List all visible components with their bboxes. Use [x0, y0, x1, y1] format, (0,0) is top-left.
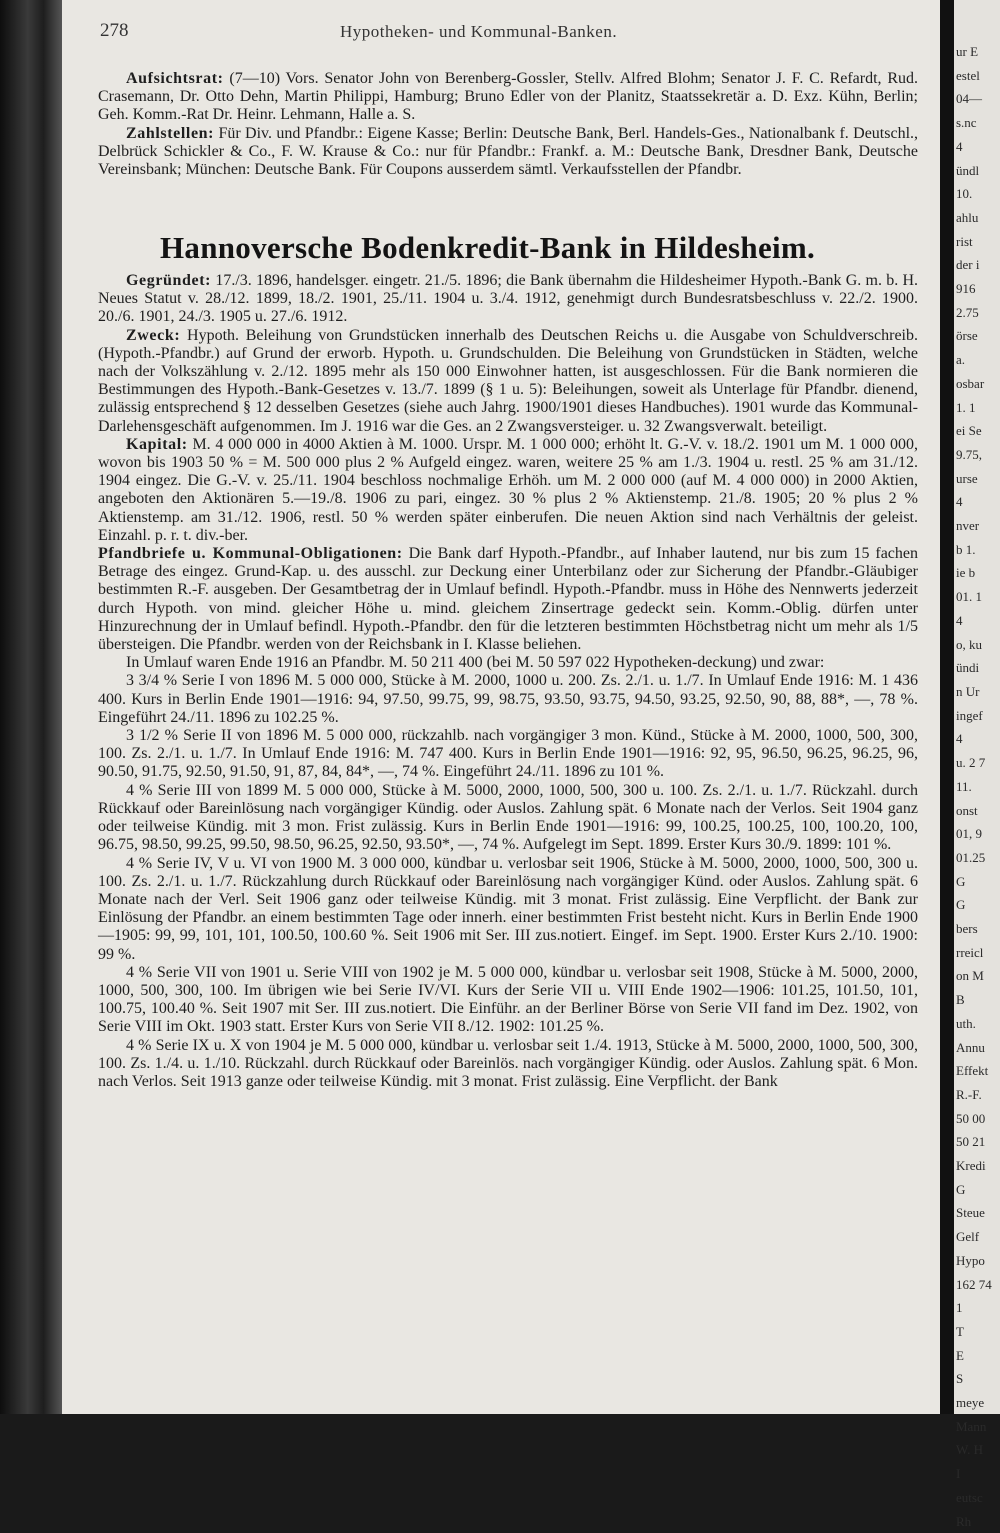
- adjacent-page-fragment: bers: [956, 921, 978, 937]
- adjacent-page-fragment: a.: [956, 352, 966, 368]
- adjacent-page-fragment: onst: [956, 802, 978, 818]
- adjacent-page-fragment: 10.: [956, 186, 973, 202]
- adjacent-page-fragment: B: [956, 992, 965, 1008]
- adjacent-page-fragment: E: [956, 1347, 964, 1363]
- adjacent-page-fragment: 9.75,: [956, 446, 982, 462]
- series-paragraph-6: 4 % Serie IX u. X von 1904 je M. 5 000 000, kündbar u. verlosbar seit 1./4. 1913, Stücke à M. 5000, 2000, 1000, 500, 300, 100. Zs. 1./4. u. 1./10. Rückzahl. durch Rückkauf oder Bareinlös. nach vorgängiger Kündig. oder Auslos. Zahlung spät. 6 Mon. nach Verlos. Seit 1913 ganze oder teilweise Kündig. mit 3 monat. Frist zulässig. Eine Verpflicht. der Bank: [98, 1036, 918, 1090]
- adjacent-page-fragment: Mann: [956, 1418, 987, 1434]
- adjacent-page-fragment: ündi: [956, 660, 980, 676]
- adjacent-page-fragment: der i: [956, 257, 980, 273]
- page-header: [100, 20, 880, 50]
- adjacent-page-fragment: 50 00: [956, 1110, 986, 1126]
- adjacent-page-fragment: Annu: [956, 1039, 985, 1055]
- adjacent-page-fragment: 4: [956, 494, 963, 510]
- zweck-paragraph: [98, 327, 918, 436]
- zahlstellen-text: Für Div. und Pfandbr.: Eigene Kasse; Berlin: Deutsche Bank, Berl. Handels-Ges., Nationalbank f. Deutschl., Delbrück Schickler & Co., F. W. Krause & Co.: nur für Pfandbr.: Frankf. a. M.: Deutsche Bank, Dresdner Bank, Deutsche Vereinsbank; München: Deutsche Bank. Für Coupons ausserdem sämtl. Verkaufsstellen der Pfandbr.: [98, 124, 919, 179]
- adjacent-page-fragments: [954, 40, 992, 1533]
- adjacent-page-fragment: ündl: [956, 162, 980, 178]
- adjacent-page-fragment: 01.25: [956, 849, 986, 865]
- binding-shadow: [940, 0, 954, 1414]
- zweck-label: Zweck:: [126, 326, 181, 344]
- adjacent-page-fragment: estel: [956, 67, 980, 83]
- adjacent-page-fragment: Steue: [956, 1205, 985, 1221]
- adjacent-page-fragment: on M: [956, 968, 984, 984]
- adjacent-page-fragment: ei Se: [956, 423, 982, 439]
- adjacent-page-fragment: S: [956, 1371, 964, 1387]
- adjacent-page-fragment: G: [956, 1181, 966, 1197]
- adjacent-page-fragment: 4: [956, 731, 963, 747]
- adjacent-page-fragment: ingef: [956, 707, 983, 723]
- adjacent-page-fragment: I: [956, 1466, 961, 1482]
- adjacent-page-fragment: 1. 1: [956, 399, 976, 415]
- page-number: 278: [100, 20, 129, 41]
- series-paragraph-2: 3 1/2 % Serie II von 1896 M. 5 000 000, rückzahlb. nach vorgängiger 3 mon. Künd., Stücke à M. 2000, 1000, 500, 300, 100. Zs. 2./1. u. 1./7. In Umlauf Ende 1916: M. 747 400. Kurs in Berlin Ende 1901—1916: 92, 95, 96.50, 96.25, 96.25, 96, 90.50, 91.75, 92.50, 91.50, 91, 87, 84, 84*, —, 74 %. Eingeführt 24./11. 1896 zu 101 %.: [98, 727, 918, 781]
- pfandbriefe-text: Die Bank darf Hypoth.-Pfandbr., auf Inhaber lautend, nur bis zum 15 fachen Betrage des eingez. Grund-Kap. u. des ausschl. zur Deckung einer Unterbilanz oder zur Sicherung der Pfandbr.-Gläubiger bestimmten R.-F. ausgeben. Der Gesamtbetrag der in Umlauf befindl. Hypoth.-Pfandbr. muss in Höhe des Nennwerts jederzeit durch Hypoth. von mind. gleicher Höhe u. mind. gleichem Zinsertrage gedeckt sein. Komm.-Oblig. dürfen unter Hinzurechnung der in Umlauf befindl. Hypoth.-Pfandbr. den für die letzteren bestimmten Höchstbetrag nicht um mehr als 1/5 übersteigen. Die Pfandbr. werden von der Reichsbank in I. Klasse beliehen.: [98, 545, 919, 654]
- gegruendet-label: Gegründet:: [126, 272, 212, 289]
- adjacent-page-fragment: Effekt: [956, 1063, 989, 1079]
- kapital-label: Kapital:: [126, 435, 188, 453]
- adjacent-page-fragment: rreicl: [956, 944, 984, 960]
- adjacent-page-fragment: 162 74: [956, 1276, 992, 1292]
- pfandbriefe-label: Pfandbriefe u. Kommunal-Obligationen:: [98, 545, 403, 563]
- adjacent-page-fragment: 04—: [956, 91, 982, 107]
- adjacent-page-edge: [954, 0, 1000, 1529]
- adjacent-page-fragment: 01. 1: [956, 589, 982, 605]
- series-paragraph-5: 4 % Serie VII von 1901 u. Serie VIII von 1902 je M. 5 000 000, kündbar u. verlosbar seit 1908, Stücke à M. 5000, 2000, 1000, 500, 300, 100. Im übrigen wie bei Serie IV/VI. Kurs der Serie VII u. VIII Ende 1902—1906: 101.25, 101.50, 101, 100.75, 100.40 %. Seit 1907 mit Ser. III zus.notiert. Die Einführ. an der Berliner Börse von Serie VII fand im Dez. 1902, von Serie VIII im Okt. 1903 statt. Erster Kurs von Serie VII 8./12. 1902: 101.25 %.: [98, 963, 918, 1036]
- entry-title: Hannoversche Bodenkredit-Bank in Hildesheim.: [160, 230, 816, 265]
- adjacent-page-fragment: W. H: [956, 1442, 983, 1458]
- adjacent-page-fragment: T: [956, 1323, 964, 1339]
- adjacent-page-fragment: 916: [956, 281, 976, 297]
- adjacent-page-fragment: Kredi: [956, 1158, 986, 1174]
- gegruendet-text: 17./3. 1896, handelsger. eingetr. 21./5. 1896; die Bank übernahm die Hildesheimer Hypoth.-Bank G. m. b. H. Neues Statut v. 28./12. 1899, 18./2. 1901, 25./11. 1904 u. 3./4. 1912, genehmigt durch Bundesratsbeschluss v. 22./2. 1900. 20./6. 1901, 24./3. 1905 u. 27./6. 1912.: [98, 272, 918, 326]
- adjacent-page-fragment: G: [956, 873, 966, 889]
- series-paragraph-4: 4 % Serie IV, V u. VI von 1900 M. 3 000 000, kündbar u. verlosbar seit 1906, Stücke à M. 5000, 2000, 1000, 500, 300 u. 100. Zs. 2./1. u. 1./7. Rückzahlung durch Rückkauf oder Bareinlösung nach vorgängiger Künd. oder Auslos. Zahlung spät. 6 Monate nach der Verl. Seit 1906 ganz oder teilweise Kündig. mit 3 monat. Frist zulässig. Eine Verpflicht. der Bank zur Einlösung der Pfandbr. an einem bestimmten Tage oder innerh. einer bestimmten Frist besteht nicht. Kurs in Berlin Ende 1900—1905: 99, 99, 101, 101, 100.50, 100.60 %. Seit 1906 mit Ser. III zus.notiert. Eingef. im Sept. 1900. Erster Kurs 2./10. 1900: 99 %.: [98, 854, 918, 963]
- umlauf-paragraph: In Umlauf waren Ende 1916 an Pfandbr. M. 50 211 400 (bei M. 50 597 022 Hypotheken-deckung) und zwar:: [126, 654, 825, 672]
- adjacent-page-fragment: Gelf: [956, 1229, 980, 1245]
- adjacent-page-fragment: ur E: [956, 44, 979, 59]
- adjacent-page-fragment: Hypo: [956, 1252, 985, 1268]
- adjacent-page-fragment: rist: [956, 233, 973, 249]
- aufsichtsrat-text: (7—10) Vors. Senator John von Berenberg-Gossler, Stellv. Alfred Blohm; Senator J. F. C. Refardt, Rud. Crasemann, Dr. Otto Dehn, Martin Philippi, Hamburg; Bruno Edler von der Planitz, Staatssekretär a. D. Exz. Kühn, Berlin; Geh. Komm.-Rat Dr. Heinr. Lehmann, Halle a. S.: [98, 70, 919, 124]
- adjacent-page-fragment: nver: [956, 518, 980, 534]
- adjacent-page-fragment: G: [956, 897, 966, 913]
- zahlstellen-label: Zahlstellen:: [126, 124, 215, 142]
- adjacent-page-fragment: Rh: [956, 1513, 972, 1529]
- adjacent-page-fragment: ahlu: [956, 209, 979, 225]
- adjacent-page-fragment: s.nc: [956, 115, 977, 131]
- running-title: Hypotheken- und Kommunal-Banken.: [340, 22, 618, 41]
- adjacent-page-fragment: n Ur: [956, 683, 980, 699]
- adjacent-page-fragment: örse: [956, 328, 978, 344]
- previous-entry: [98, 70, 918, 179]
- adjacent-page-fragment: 1: [956, 1300, 963, 1316]
- pfandbriefe-paragraph: [98, 545, 918, 654]
- adjacent-page-fragment: 2.75: [956, 304, 979, 320]
- adjacent-page-fragment: o, ku: [956, 636, 982, 652]
- kapital-paragraph: [98, 436, 918, 545]
- adjacent-page-fragment: ie b: [956, 565, 976, 581]
- adjacent-page-fragment: 01, 9: [956, 826, 982, 842]
- series-paragraph-1: 3 3/4 % Serie I von 1896 M. 5 000 000, Stücke à M. 2000, 1000 u. 200. Zs. 2./1. u. 1./7. In Umlauf Ende 1916: M. 1 436 400. Kurs in Berlin Ende 1901—1916: 94, 97.50, 99.75, 99, 98.75, 93.50, 93.75, 94.50, 93.25, 92.50, 90, 88, 88*, —, 78 %. Eingeführt 24./11. 1896 zu 102.25 %.: [98, 672, 918, 726]
- adjacent-page-fragment: eutsc: [956, 1489, 983, 1505]
- adjacent-page-fragment: R.-F.: [956, 1086, 982, 1102]
- adjacent-page-fragment: 4: [956, 612, 963, 628]
- series-paragraph-3: 4 % Serie III von 1899 M. 5 000 000, Stücke à M. 5000, 2000, 1000, 500, 300 u. 100. Zs. 2./1. u. 1./7. Rückzahl. durch Rückkauf oder Bareinlösung nach vorgängiger Kündig. oder Auslos. Zahlung spät. 6 Monate nach der Verlos. Seit 1904 ganz oder teilweise Kündig. mit 3 mon. Frist zulässig. Kurs in Berlin Ende 1901—1916: 99, 100.25, 100.25, 100, 100.20, 100, 96.75, 98.50, 99.25, 99.50, 98.50, 96.25, 92.50, 93.50*, —, 74 %. Aufgelegt im Sept. 1899. Erster Kurs 30./9. 1899: 101 %.: [98, 781, 918, 854]
- bank-entry-body: [98, 272, 918, 1091]
- adjacent-page-fragment: osbar: [956, 375, 985, 391]
- adjacent-page-fragment: 11.: [956, 778, 972, 794]
- adjacent-page-fragment: b 1.: [956, 541, 976, 557]
- adjacent-page-fragment: meye: [956, 1395, 985, 1411]
- adjacent-page-fragment: u. 2 7: [956, 755, 986, 771]
- zahlstellen-paragraph: [98, 125, 918, 180]
- zweck-text: Hypoth. Beleihung von Grundstücken innerhalb des Deutschen Reichs u. die Ausgabe von Schuldverschreib. (Hypoth.-Pfandbr.) auf Grund der erworb. Hypoth. u. Grundschulden. Die Beleihung von Grundstücken in Städten, welche nach der Volkszählung v. 2./12. 1895 mehr als 150 000 Einwohner hatten, ist ausgeschlossen. Für die Bank normieren die Bestimmungen des Hypoth.-Bank-Gesetzes v. 13./7. 1899 (§ 1 u. 5): Beleihungen, soweit als Unterlage für Pfandbr. dienend, zulässig entsprechend § 12 desselben Gesetzes (siehe auch Jahrg. 1900/1901 dieses Handbuches). 1901 wurde das Kommunal-Darlehensgeschäft aufgenommen. Im J. 1916 war die Ges. an 2 Zwangsversteiger. u. 32 Zwangsverwalt. beteiligt.: [98, 326, 919, 435]
- adjacent-page-fragment: 50 21: [956, 1134, 986, 1150]
- aufsichtsrat-label: Aufsichtsrat:: [126, 70, 224, 87]
- adjacent-page-fragment: urse: [956, 470, 978, 486]
- kapital-text: M. 4 000 000 in 4000 Aktien à M. 1000. Urspr. M. 1 000 000; erhöht lt. G.-V. v. 18./2. 1901 um M. 1 000 000, wovon bis 1903 50 % = M. 500 000 plus 2 % Aufgeld eingez. waren, weitere 25 % am 1./3. 1904 u. restl. 25 % am 31./12. 1904 eingez. Die G.-V. v. 25./11. 1904 beschloss nochmalige Erhöh. um M. 2 000 000 (auf M. 4 000 000) in 2000 Aktien, angeboten den Aktionären 5.—19./8. 1906 zu pari, eingez. 30 % plus 2 % Aktienstemp. 21./8. 1905; 20 % plus 2 % Aktienstemp. am 31./12. 1906, restl. 50 % werden später einberufen. Die neuen Aktion sind nach Verhältnis der geleist. Einzahl. p. r. t. div.-ber.: [98, 435, 919, 544]
- adjacent-page-fragment: 4: [956, 138, 963, 154]
- aufsichtsrat-paragraph: [98, 70, 918, 125]
- gegruendet-paragraph: [98, 272, 918, 327]
- left-binding-gutter: [0, 0, 62, 1414]
- adjacent-page-fragment: uth.: [956, 1015, 976, 1031]
